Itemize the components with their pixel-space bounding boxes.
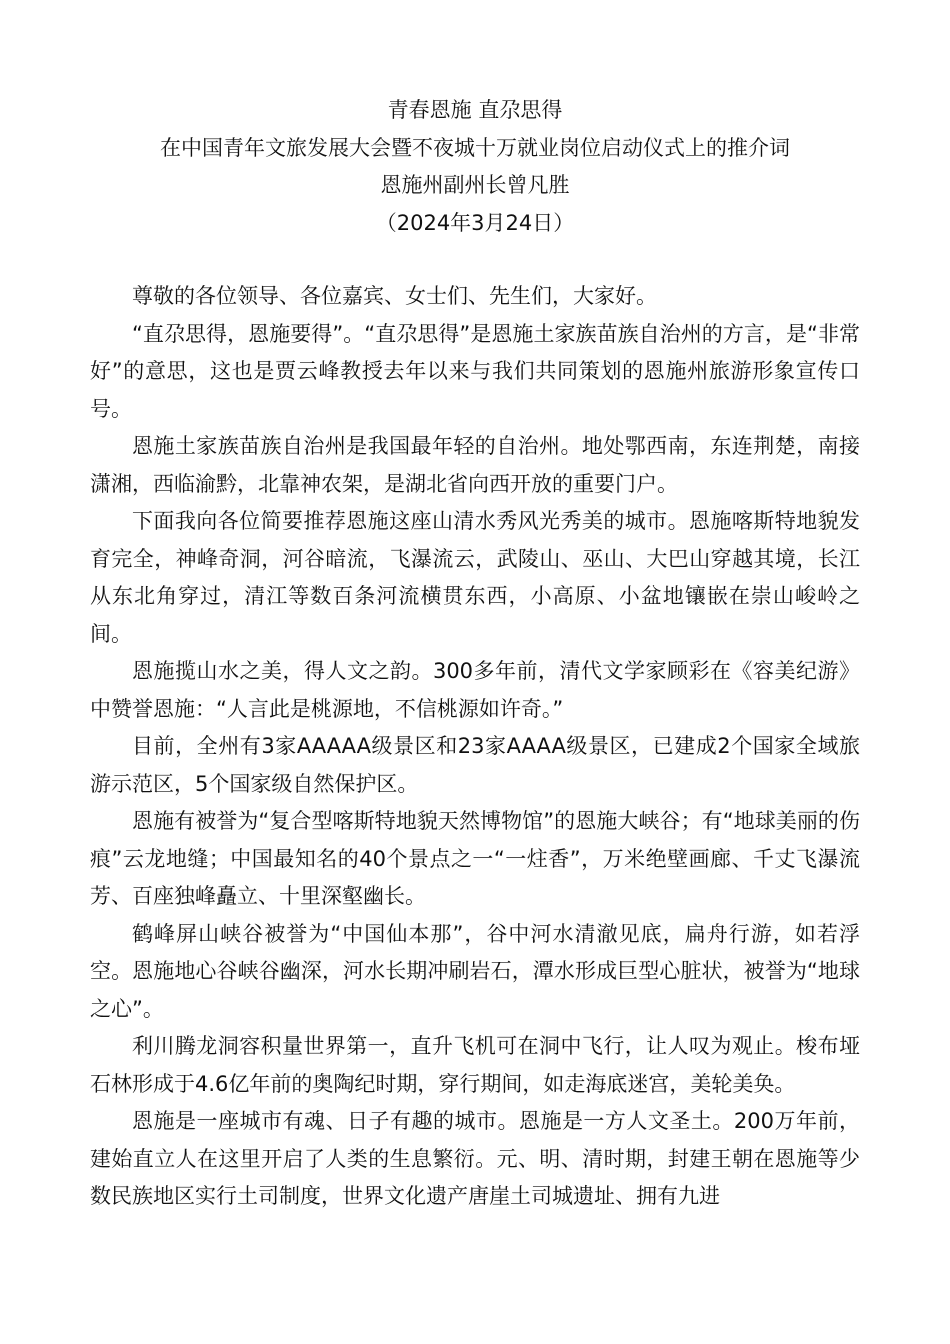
paragraph-grand-canyon: 恩施有被誉为“复合型喀斯特地貌天然博物馆”的恩施大峡谷；有“地球美丽的伤痕”云龙地缝；中国最知名的40个景点之一“一炷香”，万米绝壁画廊、千丈飞瀑流芳、百座独峰矗立、十里深壑幽长。 [90,809,860,908]
paragraph-pingshan-canyon: 鹤峰屏山峡谷被誉为“中国仙本那”，谷中河水清澈见底，扁舟行游，如若浮空。恩施地心谷峡谷幽深，河水长期冲刷岩石，潭水形成巨型心脏状，被誉为“地球之心”。 [90,921,860,1021]
document-body [90,278,860,1216]
paragraph-culture: 恩施揽山水之美，得人文之韵。300多年前，清代文学家顾彩在《容美纪游》中赞誉恩施：“人言此是桃源地，不信桃源如许奇。” [90,659,860,721]
paragraph-landscape: 下面我向各位简要推荐恩施这座山清水秀风光秀美的城市。恩施喀斯特地貌发育完全，神峰奇洞，河谷暗流，飞瀑流云，武陵山、巫山、大巴山穿越其境，长江从东北角穿过，清江等数百条河流横贯东西，小高原、小盆地镶嵌在崇山峻岭之间。 [90,509,860,646]
speaker-line: 恩施州副州长曾凡胜 [380,173,570,197]
document-title: 青春恩施 直尕思得 [387,98,563,122]
paragraph-tenglong-cave: 利川腾龙洞容积量世界第一，直升飞机可在洞中飞行，让人叹为观止。梭布垭石林形成于4.6亿年前的奥陶纪时期，穿行期间，如走海底迷宫，美轮美奂。 [90,1034,860,1096]
document-header [0,92,950,242]
date-line: （2024年3月24日） [375,210,575,235]
paragraph-scenic-areas: 目前，全州有3家AAAAA级景区和23家AAAA级景区，已建成2个国家全域旅游示范区，5个国家级自然保护区。 [90,734,860,796]
paragraph-location: 恩施土家族苗族自治州是我国最年轻的自治州。地处鄂西南，东连荆楚，南接潇湘，西临渝黔，北靠神农架，是湖北省向西开放的重要门户。 [90,434,860,496]
paragraph-slogan: “直尕思得，恩施要得”。“直尕思得”是恩施土家族苗族自治州的方言，是“非常好”的意思，这也是贾云峰教授去年以来与我们共同策划的恩施州旅游形象宣传口号。 [90,321,860,421]
document-subtitle: 在中国青年文旅发展大会暨不夜城十万就业岗位启动仪式上的推介词 [160,135,790,160]
paragraph-history: 恩施是一座城市有魂、日子有趣的城市。恩施是一方人文圣土。200万年前，建始直立人在这里开启了人类的生息繁衍。元、明、清时期，封建王朝在恩施等少数民族地区实行土司制度，世界文化遗产唐崖土司城遗址、拥有九进 [90,1109,860,1208]
paragraph-greeting: 尊敬的各位领导、各位嘉宾、女士们、先生们，大家好。 [132,284,657,308]
